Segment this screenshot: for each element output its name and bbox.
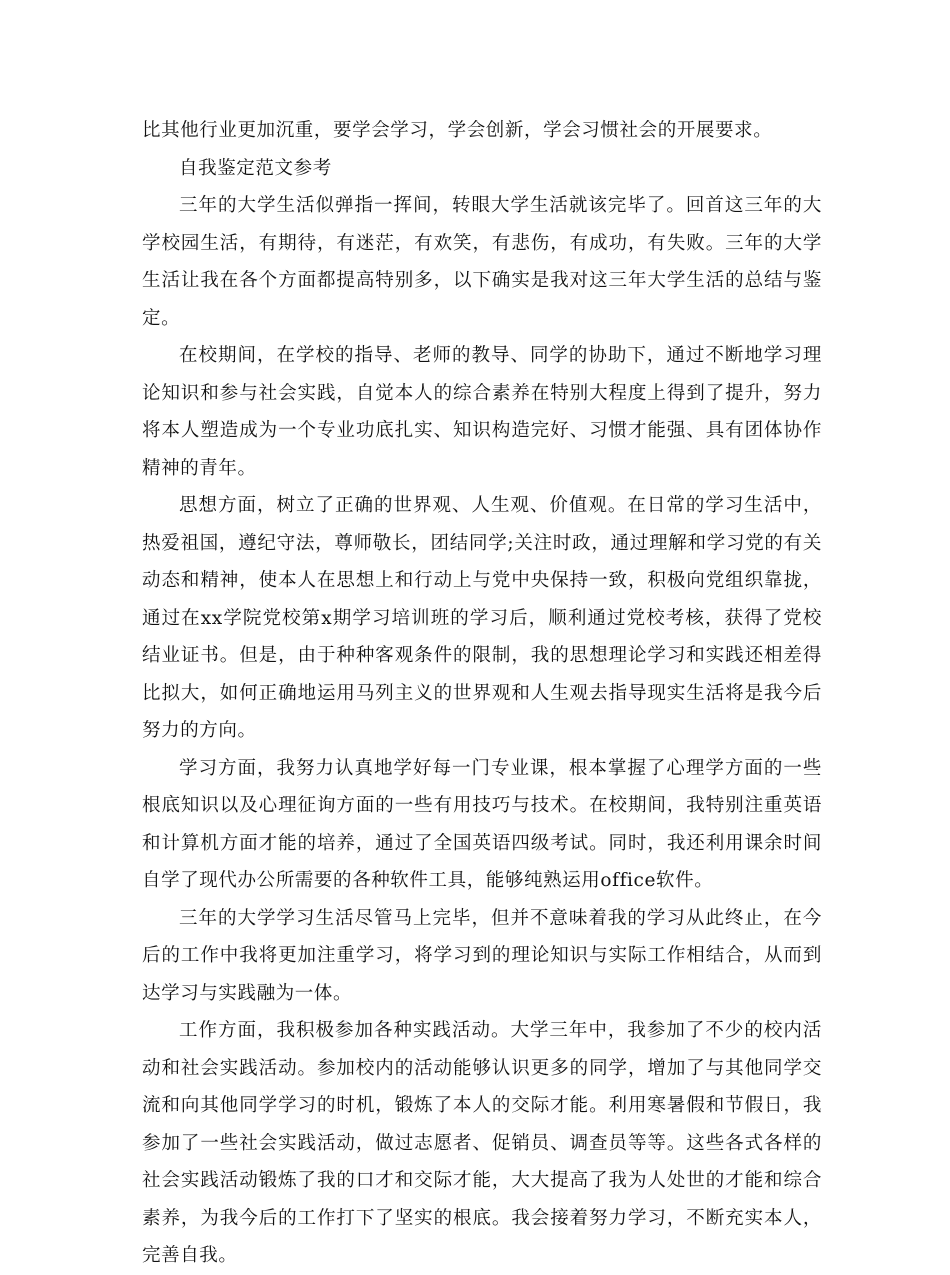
paragraph-study: 学习方面，我努力认真地学好每一门专业课，根本掌握了心理学方面的一些根底知识以及心理征询方面的一些有用技巧与技术。在校期间，我特别注重英语和计算机方面才能的培养，通过了全国英语四级考试。同时，我还利用课余时间自学了现代办公所需要的各种软件工具，能够纯熟运用office软件。 [142,757,822,891]
section-heading: 自我鉴定范文参考 [179,157,332,179]
document-body [142,112,822,1275]
paragraph-intro: 三年的大学生活似弹指一挥间，转眼大学生活就该完毕了。回首这三年的大学校园生活，有期待，有迷茫，有欢笑，有悲伤，有成功，有失败。三年的大学生活让我在各个方面都提高特别多，以下确实是我对这三年大学生活的总结与鉴定。 [142,195,822,329]
paragraph-continuing-study: 三年的大学学习生活尽管马上完毕，但并不意味着我的学习从此终止，在今后的工作中我将更加注重学习，将学习到的理论知识与实际工作相结合，从而到达学习与实践融为一体。 [142,907,822,1004]
paragraph-work: 工作方面，我积极参加各种实践活动。大学三年中，我参加了不少的校内活动和社会实践活动。参加校内的活动能够认识更多的同学，增加了与其他同学交流和向其他同学学习的时机，锻炼了本人的交际才能。利用寒暑假和节假日，我参加了一些社会实践活动，做过志愿者、促销员、调查员等等。这些各式各样的社会实践活动锻炼了我的口才和交际才能，大大提高了我为人处世的才能和综合素养，为我今后的工作打下了坚实的根底。我会接着努力学习，不断充实本人，完善自我。 [142,1020,822,1266]
paragraph-continuation: 比其他行业更加沉重，要学会学习，学会创新，学会习惯社会的开展要求。 [142,120,773,141]
paragraph-school-period: 在校期间，在学校的指导、老师的教导、同学的协助下，通过不断地学习理论知识和参与社会实践，自觉本人的综合素养在特别大程度上得到了提升，努力将本人塑造成为一个专业功底扎实、知识构造完好、习惯才能强、具有团体协作精神的青年。 [142,345,822,479]
paragraph-ideology: 思想方面，树立了正确的世界观、人生观、价值观。在日常的学习生活中，热爱祖国，遵纪守法，尊师敬长，团结同学;关注时政，通过理解和学习党的有关动态和精神，使本人在思想上和行动上与党中央保持一致，积极向党组织靠拢，通过在xx学院党校第x期学习培训班的学习后，顺利通过党校考核，获得了党校结业证书。但是，由于种种客观条件的限制，我的思想理论学习和实践还相差得比拟大，如何正确地运用马列主义的世界观和人生观去指导现实生活将是我今后努力的方向。 [142,495,822,741]
